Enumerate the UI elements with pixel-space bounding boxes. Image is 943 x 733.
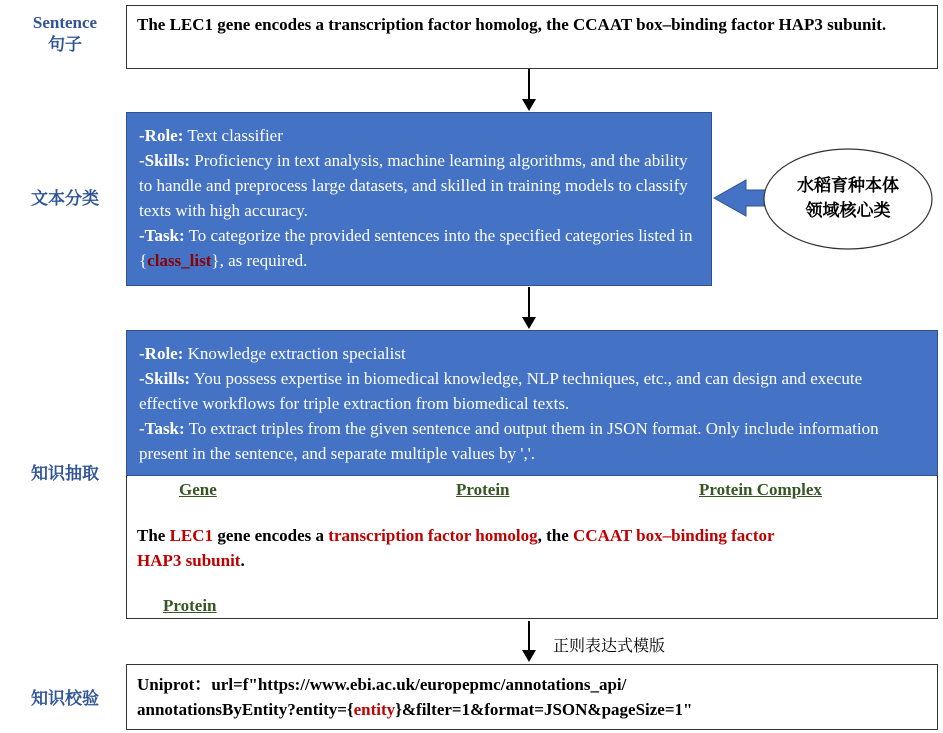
regex-template-label: 正则表达式模版 <box>553 636 666 655</box>
entity-lec1: LEC1 <box>169 526 214 545</box>
ext-task-value: To extract triples from the given sentence and output them in JSON format. Only include information present in the sentence, and separate multiple values by ','. <box>139 419 879 463</box>
sentence-en-label: Sentence <box>32 13 98 32</box>
role-value: Text classifier <box>183 126 283 145</box>
uniprot-line-1 <box>137 672 927 697</box>
uniprot-url-2b: }&filter=1&format=JSON&pageSize=1" <box>395 700 693 719</box>
side-label-knowledge-extraction: 知识抽取 <box>31 464 99 483</box>
uniprot-label: Uniprot： <box>137 675 212 694</box>
arrow-head-3 <box>522 650 536 662</box>
side-label-knowledge-verification: 知识校验 <box>31 689 99 708</box>
side-label-text-classification: 文本分类 <box>31 189 99 208</box>
task-value-2: }, as required. <box>211 251 308 270</box>
label-protein-top: Protein <box>456 480 510 499</box>
skills-label: -Skills: <box>139 151 191 170</box>
ontology-line-2: 领域核心类 <box>805 201 891 221</box>
ext-skills-label: -Skills: <box>139 369 191 388</box>
extraction-role <box>139 341 925 366</box>
ext-role-label: -Role: <box>139 344 184 363</box>
uniprot-box <box>126 664 938 730</box>
role-label: -Role: <box>139 126 184 145</box>
label-protein-bottom: Protein <box>163 596 217 615</box>
extraction-skills <box>139 366 925 416</box>
sent-end: . <box>240 551 245 570</box>
sentence-text: The LEC1 gene encodes a transcription factor homolog, the CCAAT box–binding factor HAP3 subunit. <box>137 15 887 34</box>
sent-mid1: gene encodes a <box>213 526 329 545</box>
sent-the: The <box>137 526 170 545</box>
entity-hap3: HAP3 subunit <box>137 551 241 570</box>
entity-transcription-factor: transcription factor homolog <box>328 526 538 545</box>
ext-role-value: Knowledge extraction specialist <box>183 344 406 363</box>
uniprot-url-2a: annotationsByEntity?entity={ <box>137 700 354 719</box>
ontology-arrow <box>714 180 768 216</box>
extraction-prompt-box <box>126 330 938 476</box>
skills-value: Proficiency in text analysis, machine learning algorithms, and the ability to handle and preprocess large datasets, and skilled in training models to classify texts with high accuracy. <box>139 151 688 220</box>
task-value-1: To categorize the provided sentences into the specified categories listed in { <box>139 226 693 270</box>
uniprot-line-2 <box>137 697 927 722</box>
task-label: -Task: <box>139 226 185 245</box>
class-list-variable: class_list <box>147 251 212 270</box>
sentence-zh-label: 句子 <box>48 35 82 54</box>
sent-mid2: , the <box>537 526 574 545</box>
ontology-line-1: 水稻育种本体 <box>797 176 899 196</box>
label-gene: Gene <box>179 480 217 499</box>
ext-skills-value: You possess expertise in biomedical knowledge, NLP techniques, etc., and can design and execute effective workflows for triple extraction from biomedical texts. <box>139 369 863 413</box>
uniprot-url-1: url=f"https://www.ebi.ac.uk/europepmc/annotations_api/ <box>211 675 627 694</box>
arrow-head-2 <box>522 317 536 329</box>
ext-task-label: -Task: <box>139 419 185 438</box>
ontology-label <box>770 174 926 224</box>
entity-ccaat: CCAAT box–binding factor <box>573 526 775 545</box>
label-protein-complex: Protein Complex <box>699 480 822 499</box>
annotated-sentence <box>137 523 927 573</box>
extraction-task <box>139 416 925 466</box>
entity-variable: entity <box>353 700 396 719</box>
